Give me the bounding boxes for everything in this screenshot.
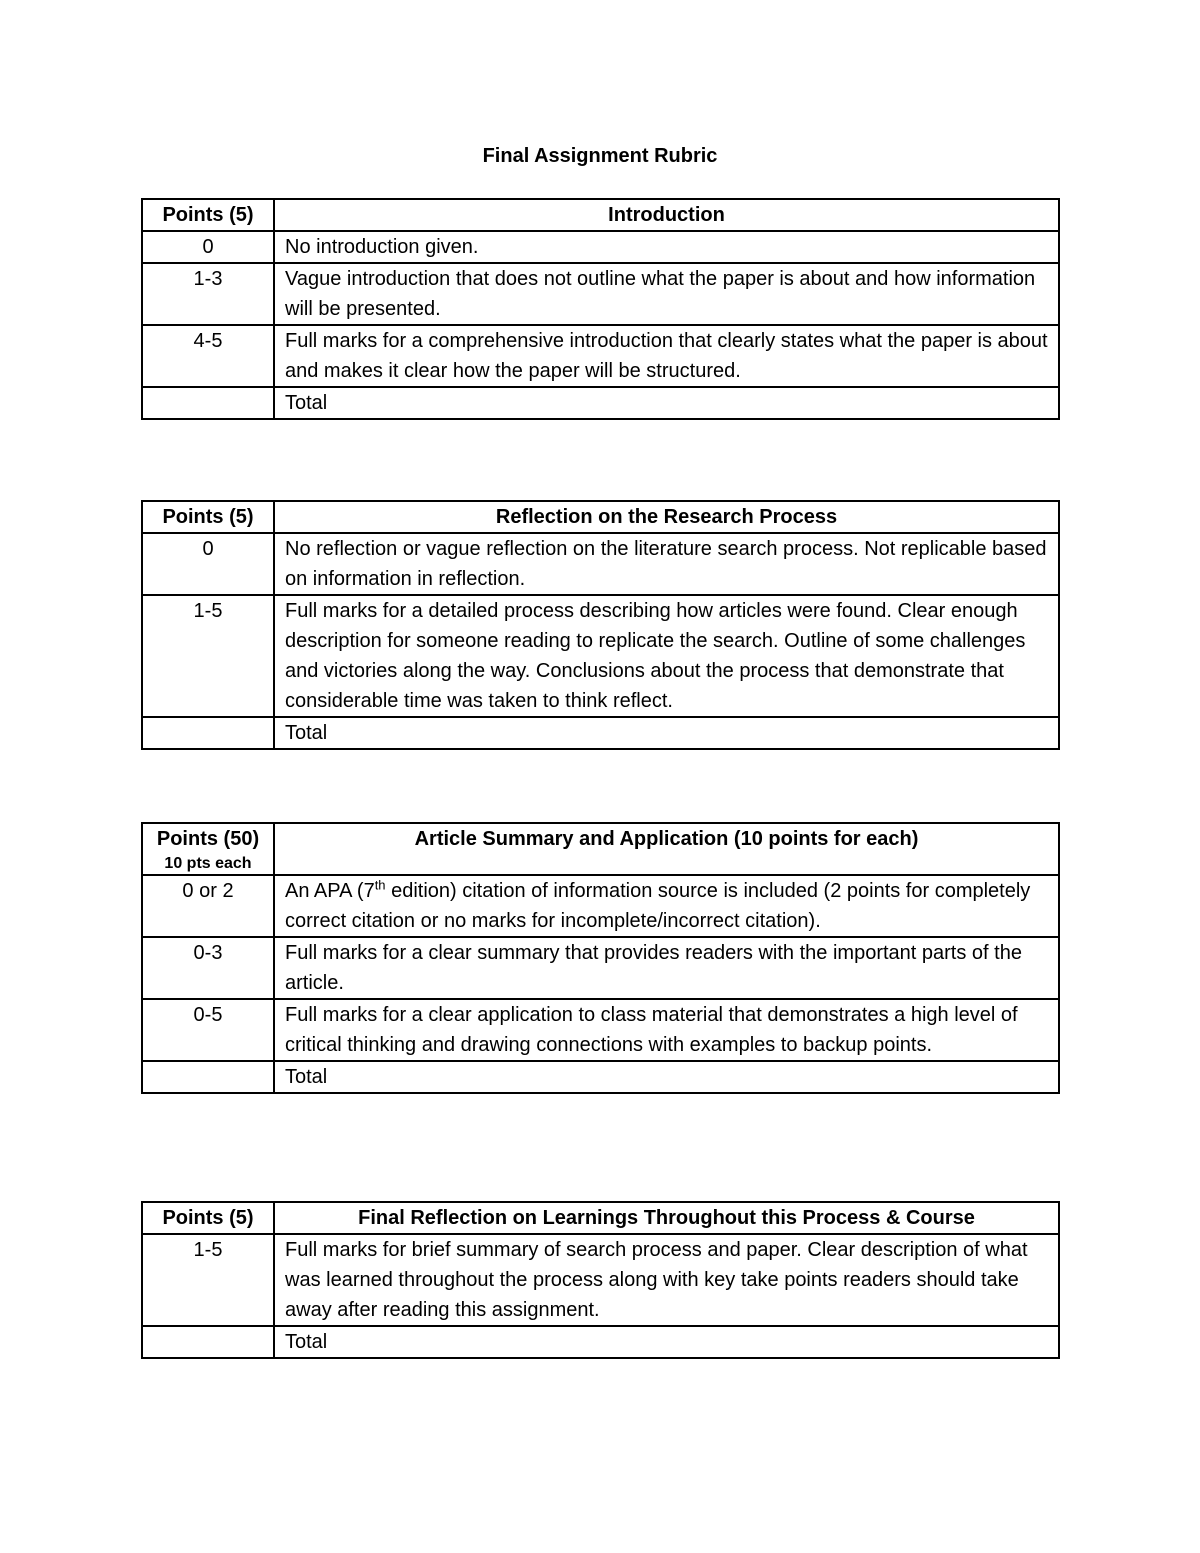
section-header: Article Summary and Application (10 points for each) bbox=[274, 823, 1059, 875]
section-header: Reflection on the Research Process bbox=[274, 501, 1059, 533]
points-header bbox=[142, 823, 274, 875]
table-row bbox=[142, 937, 1059, 999]
description-cell bbox=[274, 875, 1059, 937]
description-cell: Full marks for a comprehensive introduction that clearly states what the paper is about and makes it clear how the paper will be structured. bbox=[274, 325, 1059, 387]
points-cell: 0 or 2 bbox=[142, 875, 274, 937]
total-label: Total bbox=[274, 717, 1059, 749]
table-row bbox=[142, 999, 1059, 1061]
table-row bbox=[142, 263, 1059, 325]
table-header-row bbox=[142, 501, 1059, 533]
description-text: An APA (7 bbox=[285, 880, 375, 902]
points-subheader: 10 pts each bbox=[164, 855, 252, 872]
description-text: edition) citation of information source is included (2 points for completely correct citation or no marks for incomplete/incorrect citation). bbox=[285, 880, 1031, 932]
points-cell: 0-3 bbox=[142, 937, 274, 999]
section-header: Introduction bbox=[274, 199, 1059, 231]
total-label: Total bbox=[274, 387, 1059, 419]
section-header: Final Reflection on Learnings Throughout this Process & Course bbox=[274, 1202, 1059, 1234]
total-row bbox=[142, 717, 1059, 749]
total-row bbox=[142, 1326, 1059, 1358]
table-header-row bbox=[142, 1202, 1059, 1234]
total-label: Total bbox=[274, 1061, 1059, 1093]
page-title: Final Assignment Rubric bbox=[482, 145, 718, 167]
rubric-table-research-reflection bbox=[141, 500, 1060, 750]
points-header: Points (5) bbox=[142, 199, 274, 231]
rubric-table-article-summary bbox=[141, 822, 1060, 1094]
description-cell: No introduction given. bbox=[274, 231, 1059, 263]
description-cell: Full marks for a detailed process describing how articles were found. Clear enough description for someone reading to replicate the search. Outline of some challenges and victories along the way. Conclusions about the process that demonstrate that considerable time was taken to think reflect. bbox=[274, 595, 1059, 717]
table-row bbox=[142, 595, 1059, 717]
table-row bbox=[142, 875, 1059, 937]
points-cell: 0 bbox=[142, 533, 274, 595]
table-row bbox=[142, 1234, 1059, 1326]
points-header: Points (5) bbox=[142, 501, 274, 533]
points-cell: 0-5 bbox=[142, 999, 274, 1061]
total-points-cell bbox=[142, 387, 274, 419]
table-header-row bbox=[142, 823, 1059, 875]
description-cell: No reflection or vague reflection on the literature search process. Not replicable based on information in reflection. bbox=[274, 533, 1059, 595]
table-row bbox=[142, 533, 1059, 595]
points-header: Points (5) bbox=[142, 1202, 274, 1234]
total-label: Total bbox=[274, 1326, 1059, 1358]
superscript-text: th bbox=[374, 877, 386, 893]
total-row bbox=[142, 387, 1059, 419]
points-cell: 1-3 bbox=[142, 263, 274, 325]
points-cell: 4-5 bbox=[142, 325, 274, 387]
description-cell: Full marks for a clear application to class material that demonstrates a high level of critical thinking and drawing connections with examples to backup points. bbox=[274, 999, 1059, 1061]
points-cell: 1-5 bbox=[142, 1234, 274, 1326]
description-cell: Full marks for a clear summary that provides readers with the important parts of the article. bbox=[274, 937, 1059, 999]
table-row bbox=[142, 231, 1059, 263]
rubric-table-introduction bbox=[141, 198, 1060, 420]
description-cell: Vague introduction that does not outline what the paper is about and how information will be presented. bbox=[274, 263, 1059, 325]
total-points-cell bbox=[142, 1061, 274, 1093]
total-points-cell bbox=[142, 717, 274, 749]
description-cell: Full marks for brief summary of search process and paper. Clear description of what was learned throughout the process along with key take points readers should take away after reading this assignment. bbox=[274, 1234, 1059, 1326]
total-row bbox=[142, 1061, 1059, 1093]
points-cell: 1-5 bbox=[142, 595, 274, 717]
points-cell: 0 bbox=[142, 231, 274, 263]
table-row bbox=[142, 325, 1059, 387]
rubric-table-final-reflection bbox=[141, 1201, 1060, 1359]
total-points-cell bbox=[142, 1326, 274, 1358]
table-header-row bbox=[142, 199, 1059, 231]
points-header-label: Points (50) bbox=[156, 828, 260, 850]
